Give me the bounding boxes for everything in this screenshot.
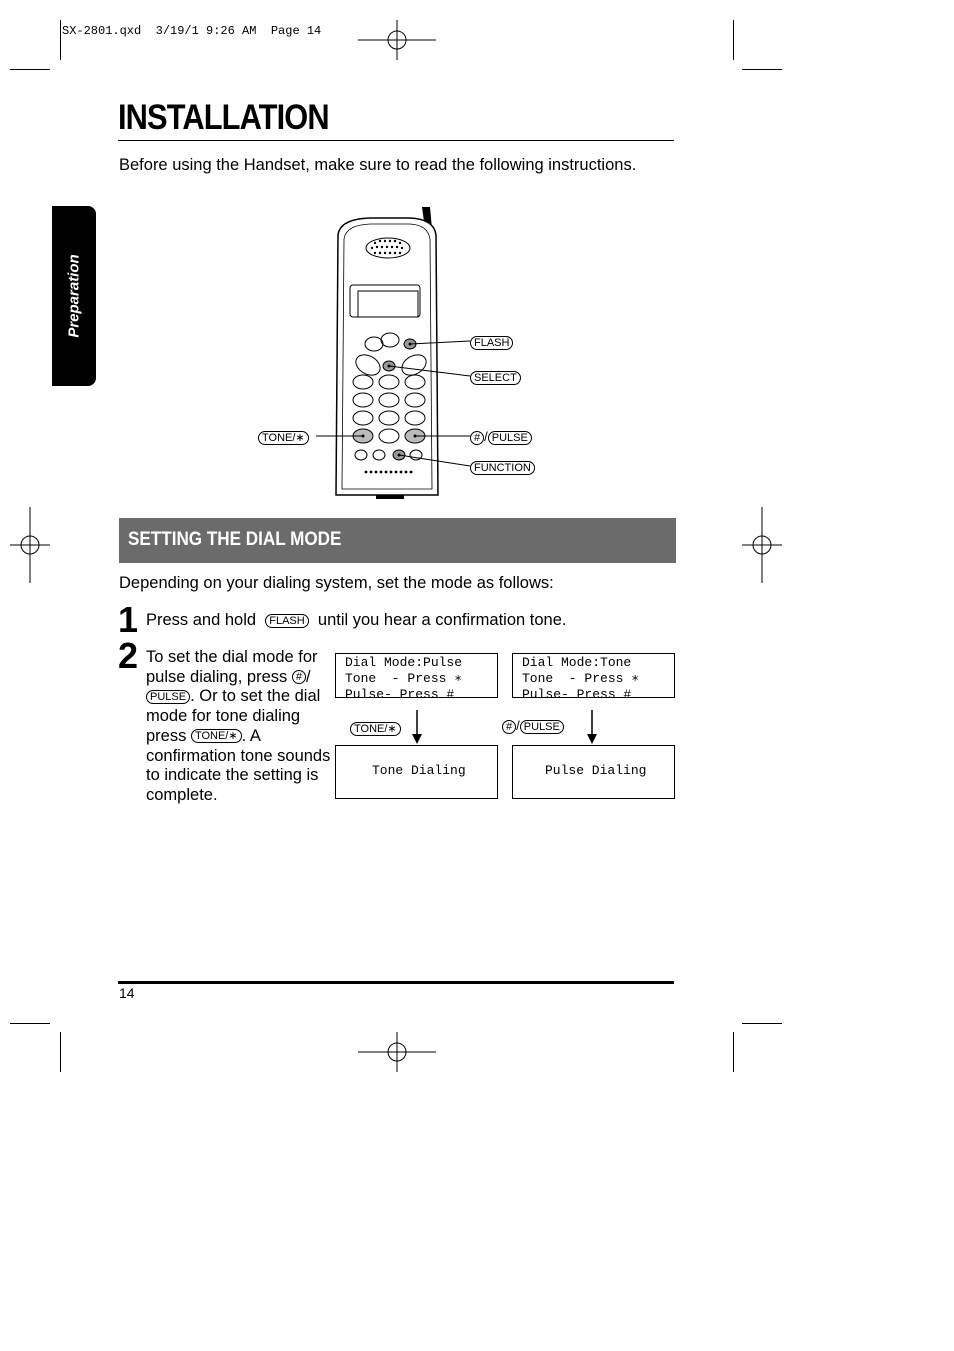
display-line: Pulse Dialing — [545, 763, 647, 778]
section-title: SETTING THE DIAL MODE — [128, 529, 342, 550]
flash-key-label: FLASH — [470, 336, 513, 350]
side-tab-label: Preparation — [65, 254, 83, 338]
display-pulse-dialing — [512, 745, 675, 799]
step-2-slash: / — [305, 667, 311, 686]
slash-label: / — [516, 718, 520, 733]
page-number: 14 — [119, 985, 135, 1001]
display-line: Dial Mode:Pulse — [345, 655, 463, 670]
pulse-key-label: PULSE — [488, 431, 532, 445]
select-key-label: SELECT — [470, 371, 521, 385]
pulse-key-label: PULSE — [520, 720, 564, 734]
step-2-hash-key: # — [292, 670, 306, 684]
step-number-2: 2 — [118, 635, 139, 676]
hash-key-label: # — [502, 720, 516, 734]
display-line: Tone - Press ∗ — [522, 671, 640, 686]
step-2-tone-key: TONE/∗ — [191, 729, 242, 743]
step-2-pulse-key: PULSE — [146, 690, 190, 704]
display-line: Dial Mode:Tone — [522, 655, 632, 670]
footer-rule — [118, 981, 674, 984]
page-title: INSTALLATION — [118, 98, 329, 137]
step-number-1: 1 — [118, 599, 139, 640]
display-line: Pulse- Press # — [522, 687, 632, 702]
step-1-flash-key: FLASH — [265, 614, 308, 628]
step-2-text-c: . A confirmation tone sounds to indicate the setting is complete. — [146, 726, 331, 804]
step-1-before: Press and hold — [146, 611, 257, 629]
step-2-text-a: To set the dial mode for pulse dialing, press — [146, 648, 318, 686]
tone-key-label: TONE/∗ — [258, 431, 309, 445]
slash-label: / — [484, 429, 488, 444]
display-tone-dialing — [335, 745, 498, 799]
intro-text: Before using the Handset, make sure to read the following instructions. — [119, 156, 637, 174]
hash-key-label: # — [470, 431, 484, 445]
step-1-after: until you hear a confirmation tone. — [317, 611, 567, 629]
display-line: Tone - Press ∗ — [345, 671, 463, 686]
step-2-text-b: . Or to set the dial mode for tone dialing press — [146, 687, 321, 745]
tone-key-label: TONE/∗ — [350, 722, 401, 736]
display-line: Tone Dialing — [372, 763, 466, 778]
lead-text: Depending on your dialing system, set the mode as follows: — [119, 574, 554, 592]
file-slug: SX-2801.qxd 3/19/1 9:26 AM Page 14 — [62, 24, 322, 38]
function-key-label: FUNCTION — [470, 461, 535, 475]
display-line: Pulse- Press # — [345, 687, 455, 702]
